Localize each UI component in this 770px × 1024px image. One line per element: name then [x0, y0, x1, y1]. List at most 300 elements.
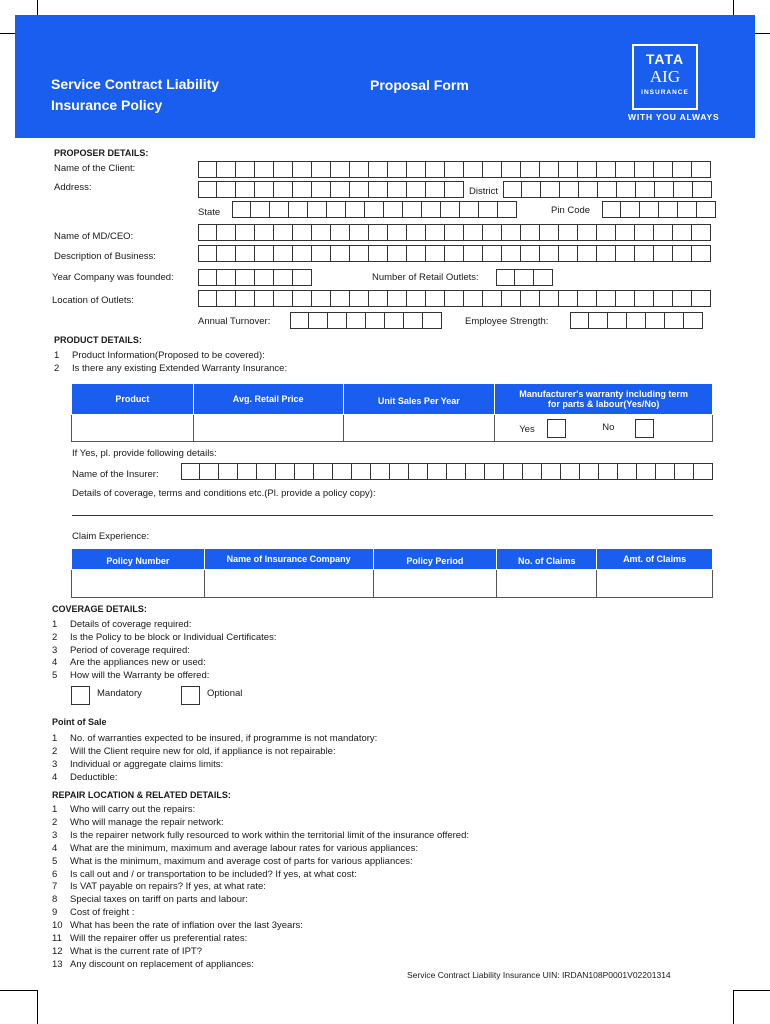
char-box[interactable]: [328, 312, 347, 329]
char-box[interactable]: [369, 224, 388, 241]
char-box[interactable]: [616, 245, 635, 262]
client-name-boxes[interactable]: [198, 161, 711, 178]
char-box[interactable]: [580, 463, 599, 480]
char-box[interactable]: [274, 290, 293, 307]
char-box[interactable]: [654, 161, 673, 178]
client-name-label: Name of the Client:: [54, 163, 136, 174]
crop-mark: [37, 990, 38, 1024]
char-box[interactable]: [637, 463, 656, 480]
col-amt-claims: Amt. of Claims: [597, 549, 713, 570]
char-box[interactable]: [673, 290, 692, 307]
char-box[interactable]: [255, 269, 274, 286]
char-box[interactable]: [293, 269, 312, 286]
char-box[interactable]: [684, 312, 703, 329]
char-box[interactable]: [352, 463, 371, 480]
crop-mark: [733, 990, 770, 991]
mandatory-checkbox[interactable]: [71, 686, 90, 705]
char-box[interactable]: [617, 181, 636, 198]
char-box[interactable]: [312, 290, 331, 307]
char-box[interactable]: [445, 181, 464, 198]
char-box[interactable]: [692, 224, 711, 241]
list-item: 6 Is call out and / or transportation to be included? If yes, at what cost:: [52, 868, 357, 880]
char-box[interactable]: [255, 181, 274, 198]
char-box[interactable]: [290, 312, 309, 329]
policy-title-line2: Insurance Policy: [51, 97, 163, 113]
char-box[interactable]: [407, 290, 426, 307]
tata-aig-logo: TATA AIG INSURANCE: [632, 44, 698, 110]
char-box[interactable]: [198, 269, 217, 286]
char-box[interactable]: [540, 245, 559, 262]
district-boxes[interactable]: [503, 181, 712, 198]
char-box[interactable]: [385, 312, 404, 329]
char-box[interactable]: [293, 181, 312, 198]
if-yes-label: If Yes, pl. provide following details:: [72, 448, 217, 459]
char-box[interactable]: [589, 312, 608, 329]
char-box[interactable]: [236, 224, 255, 241]
char-box[interactable]: [293, 224, 312, 241]
char-box[interactable]: [198, 181, 217, 198]
char-box[interactable]: [217, 161, 236, 178]
pin-code-label: Pin Code: [551, 205, 591, 216]
char-box[interactable]: [369, 181, 388, 198]
char-box[interactable]: [238, 463, 257, 480]
char-box[interactable]: [597, 224, 616, 241]
list-item: 12 What is the current rate of IPT?: [52, 945, 202, 957]
char-box[interactable]: [597, 290, 616, 307]
char-box[interactable]: [447, 463, 466, 480]
optional-checkbox[interactable]: [181, 686, 200, 705]
char-box[interactable]: [255, 245, 274, 262]
char-box[interactable]: [331, 245, 350, 262]
char-box[interactable]: [693, 181, 712, 198]
employees-boxes[interactable]: [570, 312, 703, 329]
char-box[interactable]: [692, 161, 711, 178]
table-cell[interactable]: [72, 570, 205, 598]
char-box[interactable]: [198, 245, 217, 262]
char-box[interactable]: [602, 201, 621, 218]
char-box[interactable]: [390, 463, 409, 480]
char-box[interactable]: [559, 161, 578, 178]
location-label: Location of Outlets:: [52, 295, 134, 306]
char-box[interactable]: [673, 245, 692, 262]
char-box[interactable]: [251, 201, 270, 218]
char-box[interactable]: [289, 201, 308, 218]
turnover-boxes[interactable]: [290, 312, 442, 329]
char-box[interactable]: [257, 463, 276, 480]
char-box[interactable]: [198, 224, 217, 241]
char-box[interactable]: [502, 245, 521, 262]
point-of-sale-heading: Point of Sale: [52, 717, 107, 727]
char-box[interactable]: [540, 224, 559, 241]
char-box[interactable]: [515, 269, 534, 286]
char-box[interactable]: [350, 290, 369, 307]
product-heading: PRODUCT DETAILS:: [54, 335, 142, 345]
md-ceo-boxes[interactable]: [198, 224, 711, 241]
list-item: 1 Details of coverage required:: [52, 619, 192, 630]
char-box[interactable]: [579, 181, 598, 198]
char-box[interactable]: [314, 463, 333, 480]
char-box[interactable]: [388, 181, 407, 198]
form-title: Proposal Form: [370, 77, 469, 93]
char-box[interactable]: [675, 463, 694, 480]
char-box[interactable]: [502, 290, 521, 307]
crop-mark: [0, 990, 37, 991]
char-box[interactable]: [369, 245, 388, 262]
char-box[interactable]: [327, 201, 346, 218]
col-unit-sales: Unit Sales Per Year: [343, 384, 495, 415]
char-box[interactable]: [350, 224, 369, 241]
col-warranty: Manufacturer's warranty including term for parts & labour(Yes/No): [495, 384, 713, 415]
char-box[interactable]: [371, 463, 390, 480]
list-item: 5 What is the minimum, maximum and average cost of parts for various appliances:: [52, 855, 413, 867]
char-box[interactable]: [255, 161, 274, 178]
list-item: 5 How will the Warranty be offered:: [52, 670, 210, 682]
table-cell[interactable]: [204, 570, 373, 598]
char-box[interactable]: [635, 245, 654, 262]
char-box[interactable]: [423, 312, 442, 329]
char-box[interactable]: [496, 269, 515, 286]
char-box[interactable]: [445, 290, 464, 307]
char-box[interactable]: [388, 245, 407, 262]
list-item: 3 Period of coverage required:: [52, 644, 190, 656]
char-box[interactable]: [542, 463, 561, 480]
char-box[interactable]: [479, 201, 498, 218]
char-box[interactable]: [616, 224, 635, 241]
char-box[interactable]: [570, 312, 589, 329]
char-box[interactable]: [561, 463, 580, 480]
list-item: 9 Cost of freight :: [52, 907, 135, 919]
char-box[interactable]: [616, 161, 635, 178]
char-box[interactable]: [559, 224, 578, 241]
char-box[interactable]: [673, 161, 692, 178]
col-retail-price: Avg. Retail Price: [193, 384, 343, 415]
char-box[interactable]: [678, 201, 697, 218]
retail-outlets-label: Number of Retail Outlets:: [372, 272, 479, 283]
char-box[interactable]: [312, 224, 331, 241]
year-founded-label: Year Company was founded:: [52, 272, 174, 283]
char-box[interactable]: [236, 245, 255, 262]
char-box[interactable]: [464, 245, 483, 262]
char-box[interactable]: [618, 463, 637, 480]
char-box[interactable]: [407, 161, 426, 178]
char-box[interactable]: [654, 290, 673, 307]
char-box[interactable]: [312, 161, 331, 178]
char-box[interactable]: [388, 224, 407, 241]
char-box[interactable]: [635, 161, 654, 178]
char-box[interactable]: [578, 290, 597, 307]
char-box[interactable]: [445, 161, 464, 178]
char-box[interactable]: [635, 224, 654, 241]
list-item: 10 What has been the rate of inflation over the last 3years:: [52, 920, 303, 932]
char-box[interactable]: [198, 290, 217, 307]
list-item: 2 Is there any existing Extended Warranty Insurance:: [54, 363, 288, 374]
table-cell[interactable]: [497, 570, 597, 598]
warranty-cell: [495, 415, 713, 442]
retail-outlets-boxes[interactable]: [496, 269, 553, 286]
char-box[interactable]: [255, 290, 274, 307]
char-box[interactable]: [274, 161, 293, 178]
char-box[interactable]: [407, 245, 426, 262]
char-box[interactable]: [673, 224, 692, 241]
char-box[interactable]: [483, 224, 502, 241]
char-box[interactable]: [346, 201, 365, 218]
char-box[interactable]: [217, 290, 236, 307]
char-box[interactable]: [274, 245, 293, 262]
char-box[interactable]: [384, 201, 403, 218]
no-checkbox[interactable]: [635, 419, 654, 438]
tagline: WITH YOU ALWAYS: [628, 112, 720, 122]
char-box[interactable]: [312, 245, 331, 262]
char-box[interactable]: [597, 245, 616, 262]
list-item: 13 Any discount on replacement of appliances:: [52, 958, 254, 970]
char-box[interactable]: [502, 224, 521, 241]
char-box[interactable]: [656, 463, 675, 480]
char-box[interactable]: [181, 463, 200, 480]
char-box[interactable]: [655, 181, 674, 198]
char-box[interactable]: [312, 181, 331, 198]
char-box[interactable]: [502, 161, 521, 178]
location-boxes[interactable]: [198, 290, 711, 307]
state-label: State: [198, 207, 221, 218]
char-box[interactable]: [504, 463, 523, 480]
char-box[interactable]: [521, 161, 540, 178]
district-label: District: [469, 186, 499, 197]
char-box[interactable]: [464, 224, 483, 241]
char-box[interactable]: [522, 181, 541, 198]
insurer-boxes[interactable]: [181, 463, 713, 480]
list-item: 11 Will the repairer offer us preferential rates:: [52, 933, 248, 944]
char-box[interactable]: [276, 463, 295, 480]
business-desc-label: Description of Business:: [54, 251, 156, 262]
char-box[interactable]: [426, 245, 445, 262]
list-item: 2 Who will manage the repair network:: [52, 816, 224, 828]
char-box[interactable]: [407, 181, 426, 198]
char-box[interactable]: [559, 245, 578, 262]
char-box[interactable]: [274, 224, 293, 241]
char-box[interactable]: [232, 201, 251, 218]
char-box[interactable]: [428, 463, 447, 480]
char-box[interactable]: [331, 161, 350, 178]
char-box[interactable]: [274, 181, 293, 198]
repair-heading: REPAIR LOCATION & RELATED DETAILS:: [52, 790, 231, 800]
char-box[interactable]: [217, 245, 236, 262]
list-item: 2 Is the Policy to be block or Individual Certificates:: [52, 631, 277, 643]
coverage-details-label: Details of coverage, terms and conditions etc.(Pl. provide a policy copy):: [72, 488, 376, 499]
col-no-claims: No. of Claims: [497, 549, 597, 570]
char-box[interactable]: [464, 161, 483, 178]
yes-label: Yes: [519, 424, 535, 435]
char-box[interactable]: [404, 312, 423, 329]
char-box[interactable]: [409, 463, 428, 480]
char-box[interactable]: [350, 161, 369, 178]
char-box[interactable]: [540, 161, 559, 178]
footer-uin: Service Contract Liability Insurance UIN: IRDAN108P0001V02201314: [407, 970, 671, 980]
char-box[interactable]: [274, 269, 293, 286]
char-box[interactable]: [333, 463, 352, 480]
char-box[interactable]: [445, 245, 464, 262]
business-desc-boxes[interactable]: [198, 245, 711, 262]
list-item: 1 No. of warranties expected to be insured, if programme is not mandatory:: [52, 733, 378, 744]
char-box[interactable]: [598, 181, 617, 198]
md-ceo-label: Name of MD/CEO:: [54, 231, 134, 242]
char-box[interactable]: [426, 181, 445, 198]
char-box[interactable]: [388, 290, 407, 307]
list-item: 1 Who will carry out the repairs:: [52, 804, 196, 815]
char-box[interactable]: [255, 224, 274, 241]
char-box[interactable]: [426, 161, 445, 178]
table-cell[interactable]: [193, 415, 343, 442]
yes-checkbox[interactable]: [547, 419, 566, 438]
state-boxes[interactable]: [232, 201, 517, 218]
char-box[interactable]: [665, 312, 684, 329]
char-box[interactable]: [697, 201, 716, 218]
char-box[interactable]: [350, 245, 369, 262]
char-box[interactable]: [659, 201, 678, 218]
list-item: 4 What are the minimum, maximum and average labour rates for various appliances:: [52, 842, 418, 854]
policy-title-line1: Service Contract Liability: [51, 76, 220, 92]
char-box[interactable]: [445, 224, 464, 241]
char-box[interactable]: [388, 161, 407, 178]
product-table: [71, 383, 713, 442]
char-box[interactable]: [464, 290, 483, 307]
char-box[interactable]: [293, 245, 312, 262]
table-cell[interactable]: [343, 415, 495, 442]
char-box[interactable]: [293, 290, 312, 307]
col-policy-period: Policy Period: [373, 549, 497, 570]
char-box[interactable]: [403, 201, 422, 218]
insurer-label: Name of the Insurer:: [72, 469, 159, 480]
char-box[interactable]: [578, 245, 597, 262]
char-box[interactable]: [460, 201, 479, 218]
year-founded-boxes[interactable]: [198, 269, 312, 286]
list-item: 3 Is the repairer network fully resourced to work within the territorial limit of the insurance offered:: [52, 829, 469, 841]
char-box[interactable]: [331, 290, 350, 307]
char-box[interactable]: [654, 245, 673, 262]
char-box[interactable]: [627, 312, 646, 329]
char-box[interactable]: [616, 290, 635, 307]
char-box[interactable]: [674, 181, 693, 198]
pin-code-boxes[interactable]: [602, 201, 716, 218]
char-box[interactable]: [521, 224, 540, 241]
list-item: 8 Special taxes on tariff on parts and labour:: [52, 894, 248, 906]
char-box[interactable]: [331, 181, 350, 198]
char-box[interactable]: [198, 161, 217, 178]
claims-table: [71, 548, 713, 598]
list-item: 4 Deductible:: [52, 772, 118, 783]
char-box[interactable]: [236, 269, 255, 286]
list-item: 7 Is VAT payable on repairs? If yes, at what rate:: [52, 881, 266, 893]
char-box[interactable]: [578, 224, 597, 241]
turnover-label: Annual Turnover:: [198, 316, 271, 327]
char-box[interactable]: [599, 463, 618, 480]
char-box[interactable]: [503, 181, 522, 198]
char-box[interactable]: [295, 463, 314, 480]
char-box[interactable]: [483, 290, 502, 307]
char-box[interactable]: [483, 161, 502, 178]
char-box[interactable]: [350, 181, 369, 198]
address-boxes[interactable]: [198, 181, 464, 198]
char-box[interactable]: [200, 463, 219, 480]
char-box[interactable]: [217, 181, 236, 198]
crop-mark: [733, 990, 734, 1024]
char-box[interactable]: [217, 269, 236, 286]
char-box[interactable]: [466, 463, 485, 480]
col-policy-number: Policy Number: [72, 549, 205, 570]
char-box[interactable]: [498, 201, 517, 218]
char-box[interactable]: [441, 201, 460, 218]
char-box[interactable]: [369, 290, 388, 307]
char-box[interactable]: [217, 224, 236, 241]
char-box[interactable]: [365, 201, 384, 218]
char-box[interactable]: [640, 201, 659, 218]
char-box[interactable]: [347, 312, 366, 329]
char-box[interactable]: [635, 290, 654, 307]
table-cell[interactable]: [597, 570, 713, 598]
char-box[interactable]: [426, 224, 445, 241]
char-box[interactable]: [293, 161, 312, 178]
char-box[interactable]: [407, 224, 426, 241]
char-box[interactable]: [692, 290, 711, 307]
list-item: 2 Will the Client require new for old, if appliance is not repairable:: [52, 746, 336, 757]
char-box[interactable]: [636, 181, 655, 198]
char-box[interactable]: [369, 161, 388, 178]
char-box[interactable]: [426, 290, 445, 307]
char-box[interactable]: [270, 201, 289, 218]
char-box[interactable]: [236, 161, 255, 178]
coverage-heading: COVERAGE DETAILS:: [52, 604, 147, 614]
coverage-details-line[interactable]: [72, 515, 713, 516]
table-cell[interactable]: [373, 570, 497, 598]
mandatory-label: Mandatory: [97, 688, 142, 699]
char-box[interactable]: [309, 312, 328, 329]
list-item: 3 Individual or aggregate claims limits:: [52, 759, 224, 770]
char-box[interactable]: [694, 463, 713, 480]
char-box[interactable]: [621, 201, 640, 218]
table-cell[interactable]: [72, 415, 194, 442]
char-box[interactable]: [236, 181, 255, 198]
char-box[interactable]: [236, 290, 255, 307]
char-box[interactable]: [308, 201, 327, 218]
optional-label: Optional: [207, 688, 243, 699]
col-product: Product: [72, 384, 194, 415]
char-box[interactable]: [597, 161, 616, 178]
char-box[interactable]: [540, 290, 559, 307]
char-box[interactable]: [521, 245, 540, 262]
employees-label: Employee Strength:: [465, 316, 549, 327]
char-box[interactable]: [608, 312, 627, 329]
char-box[interactable]: [534, 269, 553, 286]
char-box[interactable]: [560, 181, 579, 198]
char-box[interactable]: [523, 463, 542, 480]
header-banner: [15, 15, 755, 138]
char-box[interactable]: [559, 290, 578, 307]
claim-experience-label: Claim Experience:: [72, 531, 150, 542]
char-box[interactable]: [366, 312, 385, 329]
char-box[interactable]: [654, 224, 673, 241]
char-box[interactable]: [483, 245, 502, 262]
char-box[interactable]: [646, 312, 665, 329]
char-box[interactable]: [422, 201, 441, 218]
char-box[interactable]: [578, 161, 597, 178]
address-label: Address:: [54, 182, 92, 193]
char-box[interactable]: [485, 463, 504, 480]
char-box[interactable]: [692, 245, 711, 262]
char-box[interactable]: [219, 463, 238, 480]
char-box[interactable]: [331, 224, 350, 241]
char-box[interactable]: [521, 290, 540, 307]
char-box[interactable]: [541, 181, 560, 198]
proposer-heading: PROPOSER DETAILS:: [54, 148, 149, 158]
